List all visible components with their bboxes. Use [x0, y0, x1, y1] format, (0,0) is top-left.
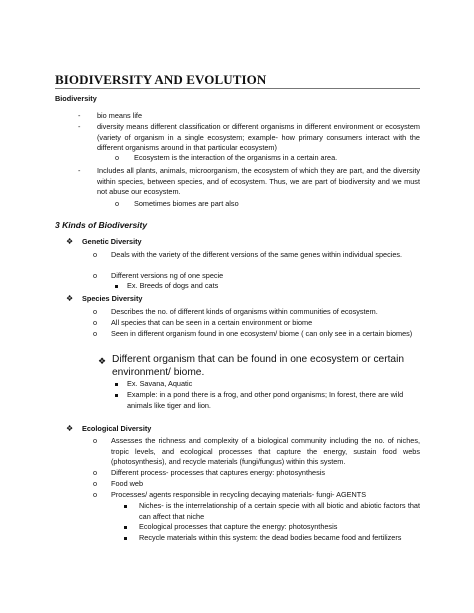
circle-bullet: o: [93, 468, 98, 477]
list-item: Deals with the variety of the different versions of the same genes within individual species.: [111, 250, 403, 259]
list-item: Ex. Savana, Aquatic: [127, 379, 193, 388]
dash-bullet: -: [78, 111, 81, 120]
list-item: Describes the no. of different kinds of organisms within communities of ecosystem.: [111, 307, 378, 316]
dash-bullet: -: [78, 166, 81, 175]
circle-bullet: o: [93, 271, 98, 280]
subheading-species-diversity: Species Diversity: [82, 294, 143, 303]
diamond-bullet-icon: ❖: [66, 294, 74, 303]
list-item: Ecological processes that capture the energy: photosynthesis: [139, 522, 338, 531]
circle-bullet: o: [93, 479, 98, 488]
diamond-bullet-icon: ❖: [66, 237, 74, 246]
list-item: Sometimes biomes are part also: [134, 199, 239, 208]
list-item: Seen in different organism found in one ecosystem/ biome ( can only see in a certain biomes): [111, 329, 413, 338]
subheading-ecological-diversity: Ecological Diversity: [82, 424, 152, 433]
square-bullet-icon: [124, 505, 127, 508]
list-item: Food web: [111, 479, 144, 488]
square-bullet-icon: [124, 537, 127, 540]
list-item: All species that can be seen in a certain environment or biome: [111, 318, 313, 327]
circle-bullet: o: [93, 250, 98, 259]
list-item: Ex. Breeds of dogs and cats: [127, 281, 219, 290]
list-item: diversity means different classification or different organisms in different environment or ecosystem (variety of organism in a single ecosystem; example- how primary consumers interact with the different organisms around in that particular ecosystem): [97, 122, 420, 153]
square-bullet-icon: [115, 285, 118, 288]
circle-bullet: o: [93, 307, 98, 316]
section-heading-biodiversity: Biodiversity: [55, 94, 97, 103]
list-item: Recycle materials within this system: the dead bodies became food and fertilizers: [139, 533, 402, 542]
list-item: Different process- processes that captures energy: photosynthesis: [111, 468, 326, 477]
circle-bullet: o: [93, 329, 98, 338]
list-item: Processes/ agents responsible in recycling decaying materials- fungi- AGENTS: [111, 490, 367, 499]
list-item: Niches- is the interrelationship of a certain specie with all biotic and abiotic factors that can affect that niche: [139, 501, 420, 521]
dash-bullet: -: [78, 122, 81, 131]
circle-bullet: o: [93, 436, 98, 445]
circle-bullet: o: [115, 153, 120, 162]
diamond-bullet-icon: ❖: [98, 356, 107, 366]
list-item: Includes all plants, animals, microorganism, the ecosystem of which they are part, and the diversity within species, between species, and of ecosystem. Thus, we are part of biodiversity and we must not abuse our ecosystem.: [97, 166, 420, 197]
circle-bullet: o: [93, 490, 98, 499]
section-heading-kinds: 3 Kinds of Biodiversity: [55, 220, 148, 230]
list-item: Ecosystem is the interaction of the organisms in a certain area.: [134, 153, 338, 162]
list-item-highlight: Different organism that can be found in one ecosystem or certain environment/ biome.: [112, 354, 405, 378]
list-item: Assesses the richness and complexity of a biological community including the no. of niches, tropic levels, and ecological processes that capture the energy, sustain food webs (photosynthesis), and recycle materials (fungi/fungus) within this system.: [111, 436, 420, 467]
list-item: Different versions ng of one specie: [111, 271, 224, 280]
page-title: BIODIVERSITY AND EVOLUTION: [55, 72, 420, 89]
circle-bullet: o: [115, 199, 120, 208]
square-bullet-icon: [115, 383, 118, 386]
subheading-genetic-diversity: Genetic Diversity: [82, 237, 142, 246]
circle-bullet: o: [93, 318, 98, 327]
square-bullet-icon: [115, 394, 118, 397]
square-bullet-icon: [124, 526, 127, 529]
diamond-bullet-icon: ❖: [66, 424, 74, 433]
list-item: bio means life: [97, 111, 143, 120]
list-item: Example: in a pond there is a frog, and other pond organisms; In forest, there are wild animals like tiger and lion.: [127, 390, 404, 410]
